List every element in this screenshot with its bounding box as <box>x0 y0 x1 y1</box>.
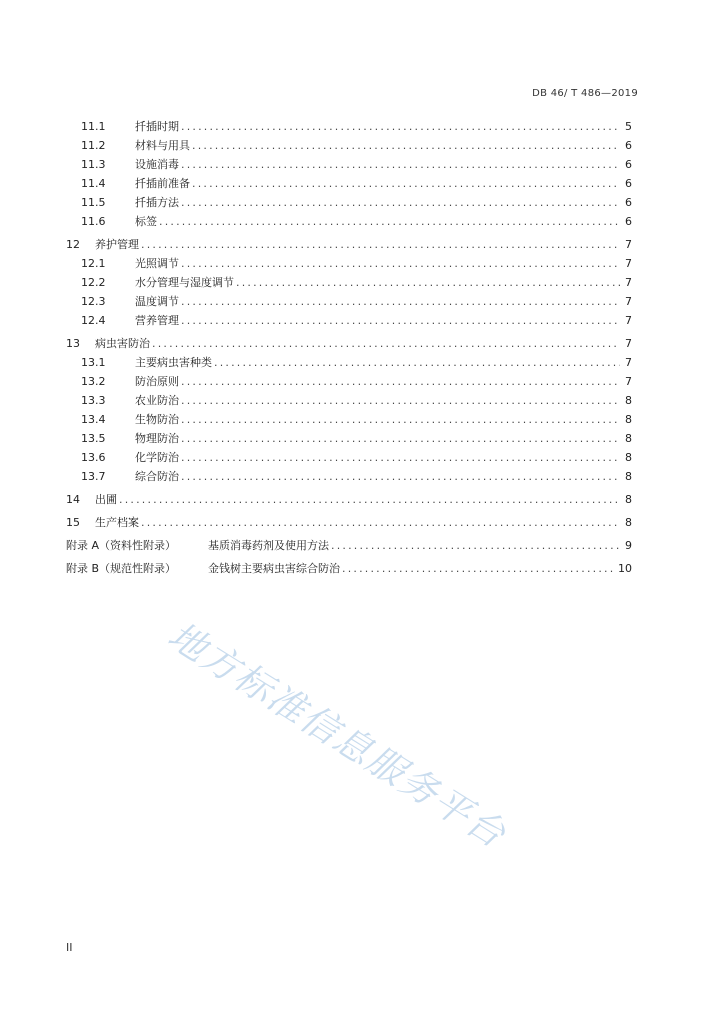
toc-leader-dots <box>192 136 620 155</box>
toc-leader-dots <box>141 235 620 254</box>
toc-entry[interactable] <box>66 429 632 448</box>
toc-entry-page: 6 <box>625 215 632 228</box>
toc-entry-page: 6 <box>625 177 632 190</box>
toc-entry-number: 15 <box>66 516 80 529</box>
toc-leader-dots <box>119 490 620 509</box>
document-number: DB 46/ T 486—2019 <box>532 88 638 99</box>
toc-entry-page: 10 <box>618 562 632 575</box>
toc-entry[interactable] <box>66 254 632 273</box>
toc-leader-dots <box>214 353 620 372</box>
toc-leader-dots <box>236 273 620 292</box>
toc-entry-page: 6 <box>625 196 632 209</box>
toc-entry-title: 光照调节 <box>135 257 179 270</box>
toc-entry-page: 8 <box>625 432 632 445</box>
toc-entry-page: 7 <box>625 238 632 251</box>
toc-leader-dots <box>159 212 620 231</box>
toc-entry-title: 标签 <box>135 215 157 228</box>
toc-leader-dots <box>181 155 620 174</box>
toc-entry-title: 生物防治 <box>135 413 179 426</box>
toc-entry-number: 附录 A（资料性附录） <box>66 539 177 552</box>
toc-entry-number: 13.4 <box>81 413 106 426</box>
toc-entry-number: 11.6 <box>81 215 106 228</box>
toc-entry-number: 11.5 <box>81 196 106 209</box>
toc-leader-dots <box>331 536 620 555</box>
toc-entry-title: 主要病虫害种类 <box>135 356 212 369</box>
toc-entry-number: 12.1 <box>81 257 106 270</box>
toc-entry[interactable] <box>66 292 632 311</box>
toc-entry[interactable] <box>66 467 632 486</box>
toc-entry-number: 11.3 <box>81 158 106 171</box>
toc-entry-title: 金钱树主要病虫害综合防治 <box>208 562 340 575</box>
toc-entry[interactable] <box>66 334 632 353</box>
toc-entry-number: 13.3 <box>81 394 106 407</box>
toc-entry-number: 11.2 <box>81 139 106 152</box>
toc-entry[interactable] <box>66 193 632 212</box>
toc-entry[interactable] <box>66 513 632 532</box>
toc-entry-page: 6 <box>625 158 632 171</box>
toc-entry-title: 扦插前准备 <box>135 177 190 190</box>
toc-entry[interactable] <box>66 273 632 292</box>
toc-entry[interactable] <box>66 490 632 509</box>
toc-leader-dots <box>181 311 620 330</box>
toc-leader-dots <box>181 254 620 273</box>
toc-leader-dots <box>181 292 620 311</box>
toc-entry-title: 基质消毒药剂及使用方法 <box>208 539 329 552</box>
toc-entry[interactable] <box>66 410 632 429</box>
toc-entry-page: 7 <box>625 295 632 308</box>
toc-entry-title: 病虫害防治 <box>95 337 150 350</box>
toc-entry-number: 13.7 <box>81 470 106 483</box>
toc-leader-dots <box>181 391 620 410</box>
toc-entry-title: 扦插时期 <box>135 120 179 133</box>
toc-entry-title: 物理防治 <box>135 432 179 445</box>
toc-entry-number: 13.6 <box>81 451 106 464</box>
toc-entry[interactable] <box>66 353 632 372</box>
page-number: II <box>66 941 73 954</box>
toc-entry[interactable] <box>66 155 632 174</box>
toc-entry[interactable] <box>66 559 632 578</box>
toc-entry-number: 12.2 <box>81 276 106 289</box>
table-of-contents <box>66 117 632 578</box>
toc-entry[interactable] <box>66 117 632 136</box>
toc-entry-title: 农业防治 <box>135 394 179 407</box>
toc-entry-title: 温度调节 <box>135 295 179 308</box>
toc-entry-title: 生产档案 <box>95 516 139 529</box>
toc-entry-title: 防治原则 <box>135 375 179 388</box>
toc-entry-number: 11.1 <box>81 120 106 133</box>
toc-entry-title: 设施消毒 <box>135 158 179 171</box>
toc-entry-page: 8 <box>625 394 632 407</box>
toc-leader-dots <box>181 193 620 212</box>
toc-entry-number: 13.5 <box>81 432 106 445</box>
toc-entry-page: 8 <box>625 493 632 506</box>
toc-entry-page: 5 <box>625 120 632 133</box>
toc-entry-title: 综合防治 <box>135 470 179 483</box>
toc-entry-title: 养护管理 <box>95 238 139 251</box>
toc-entry-title: 化学防治 <box>135 451 179 464</box>
toc-entry-page: 7 <box>625 337 632 350</box>
toc-entry-number: 14 <box>66 493 80 506</box>
toc-entry-page: 8 <box>625 516 632 529</box>
toc-entry[interactable] <box>66 235 632 254</box>
toc-entry[interactable] <box>66 536 632 555</box>
toc-entry-title: 出圃 <box>95 493 117 506</box>
toc-entry-number: 13 <box>66 337 80 350</box>
toc-leader-dots <box>181 429 620 448</box>
toc-leader-dots <box>181 410 620 429</box>
toc-leader-dots <box>152 334 620 353</box>
toc-leader-dots <box>181 448 620 467</box>
toc-entry[interactable] <box>66 311 632 330</box>
toc-entry-page: 7 <box>625 314 632 327</box>
toc-leader-dots <box>342 559 616 578</box>
toc-entry-page: 8 <box>625 413 632 426</box>
toc-leader-dots <box>141 513 620 532</box>
toc-entry-number: 13.1 <box>81 356 106 369</box>
toc-entry[interactable] <box>66 372 632 391</box>
toc-entry-page: 7 <box>625 276 632 289</box>
toc-entry-page: 6 <box>625 139 632 152</box>
toc-entry-number: 13.2 <box>81 375 106 388</box>
toc-entry[interactable] <box>66 391 632 410</box>
toc-entry-title: 营养管理 <box>135 314 179 327</box>
toc-entry-page: 7 <box>625 375 632 388</box>
toc-entry[interactable] <box>66 212 632 231</box>
toc-entry-page: 7 <box>625 257 632 270</box>
toc-entry-title: 水分管理与湿度调节 <box>135 276 234 289</box>
toc-entry-number: 12 <box>66 238 80 251</box>
toc-entry[interactable] <box>66 174 632 193</box>
toc-entry-number: 12.3 <box>81 295 106 308</box>
toc-entry[interactable] <box>66 136 632 155</box>
toc-entry-number: 附录 B（规范性附录） <box>66 562 177 575</box>
toc-leader-dots <box>192 174 620 193</box>
toc-entry-number: 11.4 <box>81 177 106 190</box>
toc-entry-page: 8 <box>625 451 632 464</box>
toc-entry[interactable] <box>66 448 632 467</box>
toc-entry-title: 材料与用具 <box>135 139 190 152</box>
toc-leader-dots <box>181 117 620 136</box>
toc-entry-page: 8 <box>625 470 632 483</box>
toc-entry-number: 12.4 <box>81 314 106 327</box>
toc-leader-dots <box>181 467 620 486</box>
toc-entry-page: 7 <box>625 356 632 369</box>
toc-entry-title: 扦插方法 <box>135 196 179 209</box>
watermark: 地方标准信息服务平台 <box>160 613 514 857</box>
toc-entry-page: 9 <box>625 539 632 552</box>
toc-leader-dots <box>181 372 620 391</box>
